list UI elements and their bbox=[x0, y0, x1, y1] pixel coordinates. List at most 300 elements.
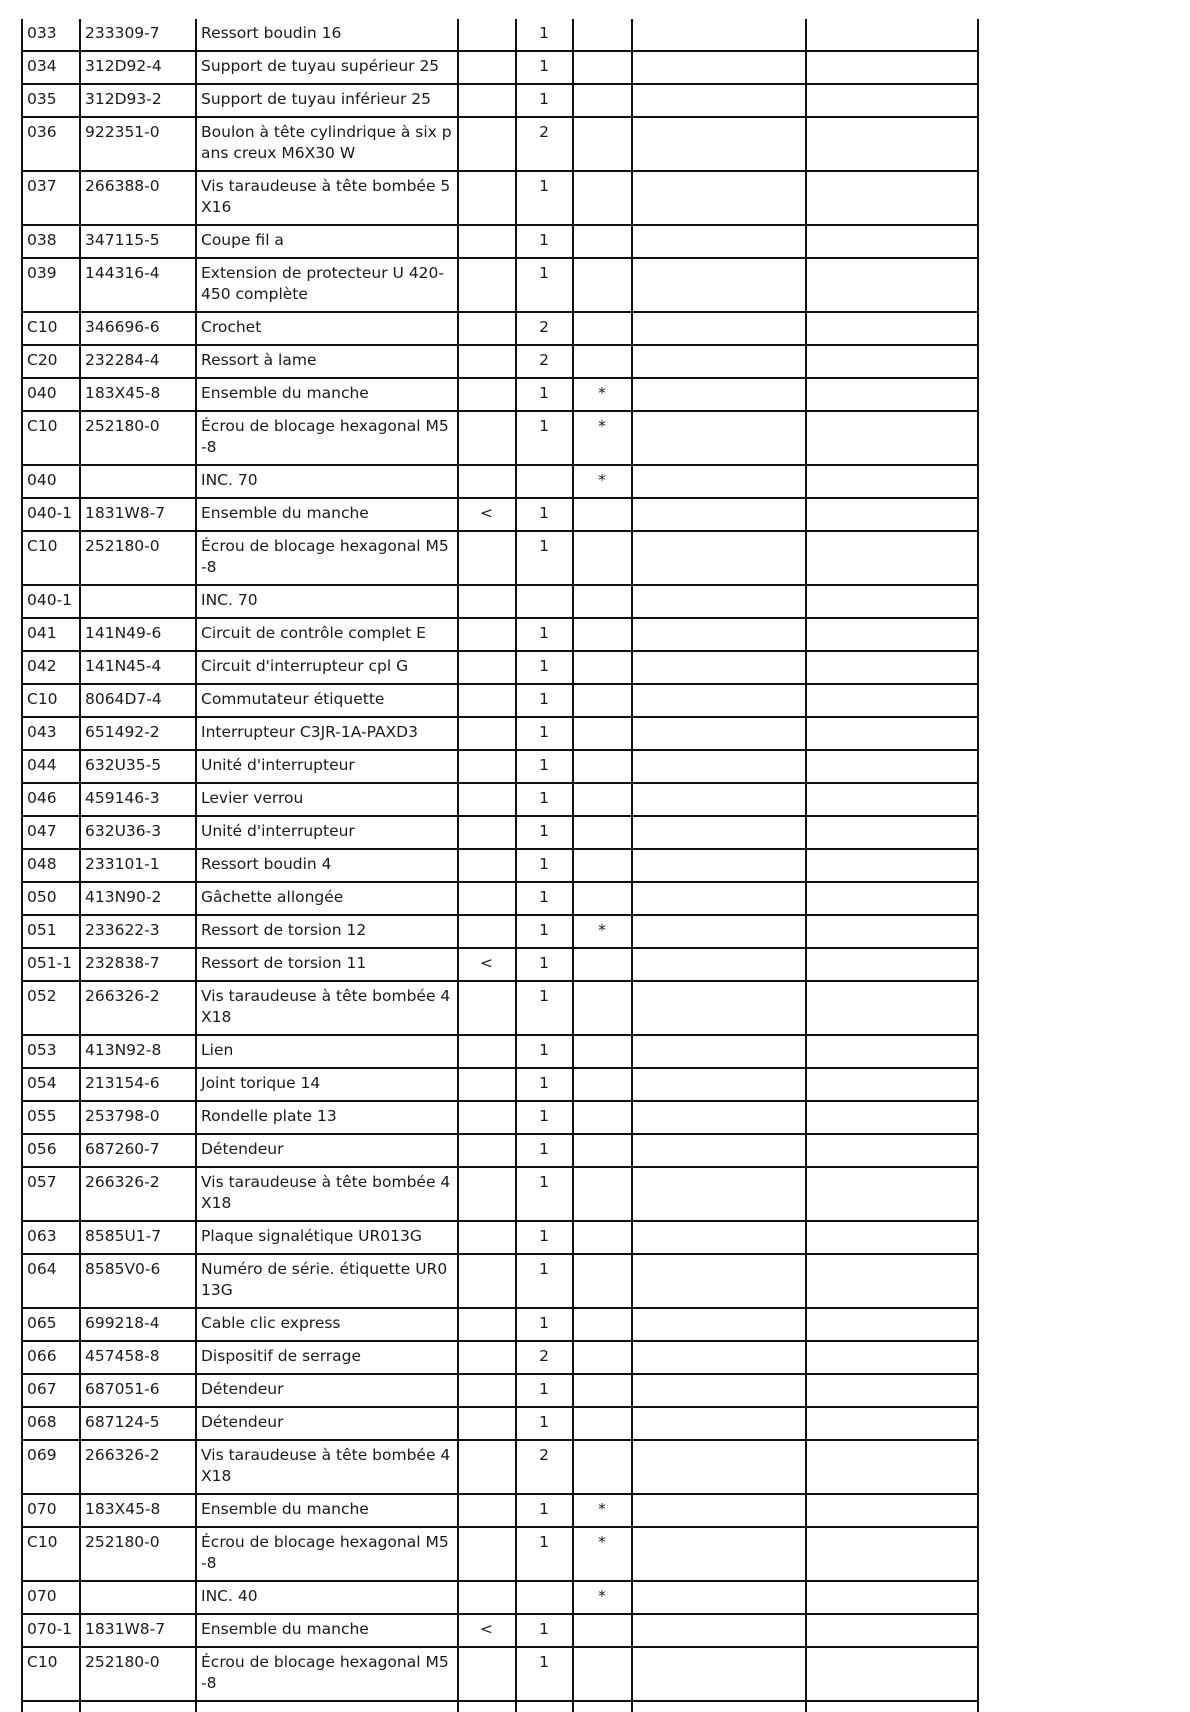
change-marker-cell bbox=[458, 981, 516, 1035]
blank-cell bbox=[632, 345, 806, 378]
description-cell: Ressort boudin 16 bbox=[196, 19, 458, 51]
description-cell: Ensemble du manche bbox=[196, 1614, 458, 1647]
change-marker-cell bbox=[458, 750, 516, 783]
note-marker-cell bbox=[573, 258, 632, 312]
note-marker-cell bbox=[573, 1035, 632, 1068]
table-row bbox=[22, 465, 978, 498]
description-cell: Vis taraudeuse à tête bombée 4X18 bbox=[196, 1167, 458, 1221]
blank-cell bbox=[632, 1701, 806, 1712]
item-number-cell: C10 bbox=[22, 411, 80, 465]
quantity-cell: 1 bbox=[516, 1494, 573, 1527]
change-marker-cell bbox=[458, 258, 516, 312]
blank-cell bbox=[632, 948, 806, 981]
change-marker-cell bbox=[458, 1581, 516, 1614]
blank-cell bbox=[632, 51, 806, 84]
part-number-cell: 632U36-3 bbox=[80, 816, 196, 849]
item-number-cell: 057 bbox=[22, 1167, 80, 1221]
part-number-cell: 183X45-8 bbox=[80, 1494, 196, 1527]
item-number-cell: 035 bbox=[22, 84, 80, 117]
table-row bbox=[22, 1527, 978, 1581]
part-number-cell: 632U35-5 bbox=[80, 750, 196, 783]
part-number-cell: 459146-3 bbox=[80, 783, 196, 816]
change-marker-cell bbox=[458, 816, 516, 849]
item-number-cell: C10 bbox=[22, 1647, 80, 1701]
blank-cell bbox=[806, 618, 978, 651]
blank-cell bbox=[632, 1035, 806, 1068]
blank-cell bbox=[806, 1494, 978, 1527]
description-cell: Joint torique 14 bbox=[196, 1068, 458, 1101]
item-number-cell: 067 bbox=[22, 1374, 80, 1407]
note-marker-cell bbox=[573, 1440, 632, 1494]
blank-cell bbox=[632, 1341, 806, 1374]
note-marker-cell bbox=[573, 1647, 632, 1701]
note-marker-cell: * bbox=[573, 411, 632, 465]
quantity-cell: 1 bbox=[516, 378, 573, 411]
item-number-cell: 070 bbox=[22, 1494, 80, 1527]
part-number-cell: 141N45-4 bbox=[80, 651, 196, 684]
note-marker-cell bbox=[573, 1221, 632, 1254]
blank-cell bbox=[806, 1374, 978, 1407]
blank-cell bbox=[632, 19, 806, 51]
part-number-cell: 233622-3 bbox=[80, 915, 196, 948]
blank-cell bbox=[806, 19, 978, 51]
table-row bbox=[22, 411, 978, 465]
blank-cell bbox=[806, 651, 978, 684]
blank-cell bbox=[632, 1440, 806, 1494]
part-number-cell: 266326-2 bbox=[80, 1167, 196, 1221]
blank-cell bbox=[632, 618, 806, 651]
blank-cell bbox=[806, 1701, 978, 1712]
part-number-cell: 346696-6 bbox=[80, 312, 196, 345]
part-number-cell: 312D92-4 bbox=[80, 51, 196, 84]
part-number-cell: 232838-7 bbox=[80, 948, 196, 981]
quantity-cell: 1 bbox=[516, 225, 573, 258]
blank-cell bbox=[632, 585, 806, 618]
part-number-cell: 252180-0 bbox=[80, 411, 196, 465]
change-marker-cell bbox=[458, 1527, 516, 1581]
item-number-cell: 046 bbox=[22, 783, 80, 816]
quantity-cell: 2 bbox=[516, 117, 573, 171]
blank-cell bbox=[806, 312, 978, 345]
change-marker-cell bbox=[458, 618, 516, 651]
item-number-cell: C10 bbox=[22, 1527, 80, 1581]
note-marker-cell bbox=[573, 1341, 632, 1374]
description-cell: Circuit de contrôle complet E bbox=[196, 618, 458, 651]
blank-cell bbox=[806, 84, 978, 117]
description-cell: Ressort à lame bbox=[196, 345, 458, 378]
description-cell: Écrou de blocage hexagonal M5-8 bbox=[196, 1647, 458, 1701]
description-cell: Détendeur bbox=[196, 1374, 458, 1407]
blank-cell bbox=[806, 849, 978, 882]
change-marker-cell bbox=[458, 1647, 516, 1701]
blank-cell bbox=[632, 1527, 806, 1581]
note-marker-cell bbox=[573, 717, 632, 750]
change-marker-cell bbox=[458, 225, 516, 258]
item-number-cell: 040-1 bbox=[22, 585, 80, 618]
blank-cell bbox=[632, 1068, 806, 1101]
description-cell: Ensemble du manche bbox=[196, 378, 458, 411]
note-marker-cell: * bbox=[573, 1581, 632, 1614]
item-number-cell: 052 bbox=[22, 981, 80, 1035]
table-row bbox=[22, 981, 978, 1035]
blank-cell bbox=[806, 684, 978, 717]
note-marker-cell: * bbox=[573, 1494, 632, 1527]
blank-cell bbox=[806, 117, 978, 171]
item-number-cell: 040-1 bbox=[22, 498, 80, 531]
note-marker-cell bbox=[573, 882, 632, 915]
description-cell: Lien bbox=[196, 1035, 458, 1068]
table-row bbox=[22, 585, 978, 618]
description-cell: Ensemble du manche bbox=[196, 498, 458, 531]
item-number-cell: 051-1 bbox=[22, 948, 80, 981]
description-cell: Boulon à tête cylindrique à six pans creux M6X30 W bbox=[196, 117, 458, 171]
note-marker-cell bbox=[573, 498, 632, 531]
blank-cell bbox=[806, 1101, 978, 1134]
table-row bbox=[22, 225, 978, 258]
quantity-cell: 1 bbox=[516, 618, 573, 651]
quantity-cell: 2 bbox=[516, 345, 573, 378]
note-marker-cell bbox=[573, 684, 632, 717]
change-marker-cell bbox=[458, 1221, 516, 1254]
blank-cell bbox=[573, 1701, 632, 1712]
quantity-cell: 1 bbox=[516, 1035, 573, 1068]
blank-cell bbox=[806, 531, 978, 585]
description-cell: Ressort boudin 4 bbox=[196, 849, 458, 882]
note-marker-cell bbox=[573, 1407, 632, 1440]
note-marker-cell: * bbox=[573, 378, 632, 411]
blank-cell bbox=[806, 378, 978, 411]
item-number-cell: 040 bbox=[22, 378, 80, 411]
blank-cell bbox=[806, 345, 978, 378]
blank-cell bbox=[632, 258, 806, 312]
blank-cell bbox=[196, 1701, 458, 1712]
table-row bbox=[22, 1581, 978, 1614]
blank-cell bbox=[806, 585, 978, 618]
note-marker-cell bbox=[573, 1374, 632, 1407]
change-marker-cell bbox=[458, 849, 516, 882]
quantity-cell: 1 bbox=[516, 948, 573, 981]
description-cell: Écrou de blocage hexagonal M5-8 bbox=[196, 1527, 458, 1581]
table-row bbox=[22, 1341, 978, 1374]
part-number-cell: 8585U1-7 bbox=[80, 1221, 196, 1254]
blank-cell bbox=[632, 1407, 806, 1440]
change-marker-cell bbox=[458, 312, 516, 345]
note-marker-cell bbox=[573, 981, 632, 1035]
description-cell: Vis taraudeuse à tête bombée 4X18 bbox=[196, 981, 458, 1035]
table-row bbox=[22, 1407, 978, 1440]
change-marker-cell bbox=[458, 84, 516, 117]
description-cell: Coupe fil a bbox=[196, 225, 458, 258]
table-row bbox=[22, 1167, 978, 1221]
part-number-cell: 687260-7 bbox=[80, 1134, 196, 1167]
item-number-cell: 064 bbox=[22, 1254, 80, 1308]
description-cell: Rondelle plate 13 bbox=[196, 1101, 458, 1134]
part-number-cell: 687124-5 bbox=[80, 1407, 196, 1440]
description-cell: INC. 40 bbox=[196, 1581, 458, 1614]
quantity-cell: 1 bbox=[516, 51, 573, 84]
blank-cell bbox=[632, 1221, 806, 1254]
note-marker-cell bbox=[573, 1167, 632, 1221]
item-number-cell: C20 bbox=[22, 345, 80, 378]
table-row bbox=[22, 531, 978, 585]
blank-cell bbox=[806, 1134, 978, 1167]
note-marker-cell bbox=[573, 750, 632, 783]
blank-cell bbox=[806, 465, 978, 498]
change-marker-cell bbox=[458, 465, 516, 498]
parts-list-page bbox=[21, 19, 979, 1712]
note-marker-cell bbox=[573, 171, 632, 225]
blank-cell bbox=[632, 1494, 806, 1527]
note-marker-cell bbox=[573, 816, 632, 849]
table-row bbox=[22, 651, 978, 684]
change-marker-cell bbox=[458, 585, 516, 618]
table-row bbox=[22, 882, 978, 915]
part-number-cell bbox=[80, 465, 196, 498]
quantity-cell: 1 bbox=[516, 171, 573, 225]
description-cell: Gâchette allongée bbox=[196, 882, 458, 915]
table-row-continuation bbox=[22, 1701, 978, 1712]
blank-cell bbox=[806, 51, 978, 84]
table-row bbox=[22, 1440, 978, 1494]
description-cell: Interrupteur C3JR-1A-PAXD3 bbox=[196, 717, 458, 750]
blank-cell bbox=[516, 1701, 573, 1712]
note-marker-cell bbox=[573, 531, 632, 585]
blank-cell bbox=[806, 1221, 978, 1254]
blank-cell bbox=[806, 1440, 978, 1494]
change-marker-cell bbox=[458, 915, 516, 948]
item-number-cell: 068 bbox=[22, 1407, 80, 1440]
table-row bbox=[22, 1614, 978, 1647]
blank-cell bbox=[632, 531, 806, 585]
change-marker-cell bbox=[458, 19, 516, 51]
item-number-cell: 036 bbox=[22, 117, 80, 171]
change-marker-cell bbox=[458, 51, 516, 84]
quantity-cell: 2 bbox=[516, 1341, 573, 1374]
part-number-cell: 687051-6 bbox=[80, 1374, 196, 1407]
change-marker-cell bbox=[458, 1374, 516, 1407]
quantity-cell: 1 bbox=[516, 981, 573, 1035]
description-cell: Écrou de blocage hexagonal M5-8 bbox=[196, 531, 458, 585]
quantity-cell: 1 bbox=[516, 84, 573, 117]
part-number-cell: 266326-2 bbox=[80, 981, 196, 1035]
blank-cell bbox=[806, 498, 978, 531]
item-number-cell: 040 bbox=[22, 465, 80, 498]
quantity-cell bbox=[516, 465, 573, 498]
quantity-cell: 1 bbox=[516, 19, 573, 51]
change-marker-cell bbox=[458, 1101, 516, 1134]
quantity-cell: 1 bbox=[516, 1407, 573, 1440]
part-number-cell: 1831W8-7 bbox=[80, 1614, 196, 1647]
blank-cell bbox=[632, 1581, 806, 1614]
part-number-cell: 651492-2 bbox=[80, 717, 196, 750]
change-marker-cell bbox=[458, 1407, 516, 1440]
blank-cell bbox=[632, 378, 806, 411]
note-marker-cell: * bbox=[573, 465, 632, 498]
blank-cell bbox=[632, 915, 806, 948]
note-marker-cell bbox=[573, 225, 632, 258]
quantity-cell: 1 bbox=[516, 1221, 573, 1254]
blank-cell bbox=[632, 225, 806, 258]
quantity-cell bbox=[516, 1581, 573, 1614]
table-row bbox=[22, 915, 978, 948]
blank-cell bbox=[806, 258, 978, 312]
blank-cell bbox=[632, 312, 806, 345]
quantity-cell: 2 bbox=[516, 312, 573, 345]
blank-cell bbox=[632, 717, 806, 750]
blank-cell bbox=[806, 225, 978, 258]
part-number-cell: 266326-2 bbox=[80, 1440, 196, 1494]
table-row bbox=[22, 750, 978, 783]
table-row bbox=[22, 1035, 978, 1068]
part-number-cell: 252180-0 bbox=[80, 531, 196, 585]
item-number-cell: 053 bbox=[22, 1035, 80, 1068]
blank-cell bbox=[632, 117, 806, 171]
change-marker-cell bbox=[458, 684, 516, 717]
note-marker-cell bbox=[573, 948, 632, 981]
table-row bbox=[22, 684, 978, 717]
change-marker-cell bbox=[458, 531, 516, 585]
part-number-cell: 233309-7 bbox=[80, 19, 196, 51]
blank-cell bbox=[806, 915, 978, 948]
description-cell: Unité d'interrupteur bbox=[196, 750, 458, 783]
blank-cell bbox=[632, 1647, 806, 1701]
quantity-cell: 1 bbox=[516, 1254, 573, 1308]
note-marker-cell bbox=[573, 585, 632, 618]
quantity-cell: 1 bbox=[516, 717, 573, 750]
part-number-cell: 253798-0 bbox=[80, 1101, 196, 1134]
item-number-cell: 066 bbox=[22, 1341, 80, 1374]
table-row bbox=[22, 1374, 978, 1407]
table-row bbox=[22, 1134, 978, 1167]
part-number-cell: 1831W8-7 bbox=[80, 498, 196, 531]
description-cell: Vis taraudeuse à tête bombée 4X18 bbox=[196, 1440, 458, 1494]
item-number-cell: 037 bbox=[22, 171, 80, 225]
part-number-cell: 312D93-2 bbox=[80, 84, 196, 117]
description-cell: INC. 70 bbox=[196, 585, 458, 618]
item-number-cell: C10 bbox=[22, 531, 80, 585]
note-marker-cell: * bbox=[573, 1527, 632, 1581]
item-number-cell: 051 bbox=[22, 915, 80, 948]
note-marker-cell bbox=[573, 651, 632, 684]
description-cell: Unité d'interrupteur bbox=[196, 816, 458, 849]
quantity-cell: 1 bbox=[516, 882, 573, 915]
blank-cell bbox=[632, 465, 806, 498]
note-marker-cell bbox=[573, 618, 632, 651]
item-number-cell: 070-1 bbox=[22, 1614, 80, 1647]
item-number-cell: 044 bbox=[22, 750, 80, 783]
item-number-cell: 041 bbox=[22, 618, 80, 651]
change-marker-cell bbox=[458, 651, 516, 684]
quantity-cell: 1 bbox=[516, 816, 573, 849]
quantity-cell: 1 bbox=[516, 1647, 573, 1701]
table-row bbox=[22, 258, 978, 312]
table-row bbox=[22, 717, 978, 750]
change-marker-cell bbox=[458, 1494, 516, 1527]
description-cell: Cable clic express bbox=[196, 1308, 458, 1341]
quantity-cell: 1 bbox=[516, 849, 573, 882]
part-number-cell: 144316-4 bbox=[80, 258, 196, 312]
quantity-cell bbox=[516, 585, 573, 618]
description-cell: Circuit d'interrupteur cpl G bbox=[196, 651, 458, 684]
part-number-cell: 457458-8 bbox=[80, 1341, 196, 1374]
note-marker-cell bbox=[573, 1134, 632, 1167]
table-row bbox=[22, 1494, 978, 1527]
note-marker-cell bbox=[573, 1308, 632, 1341]
item-number-cell: C10 bbox=[22, 312, 80, 345]
change-marker-cell bbox=[458, 1068, 516, 1101]
description-cell: Levier verrou bbox=[196, 783, 458, 816]
quantity-cell: 1 bbox=[516, 1308, 573, 1341]
part-number-cell: 266388-0 bbox=[80, 171, 196, 225]
blank-cell bbox=[632, 1614, 806, 1647]
description-cell: Écrou de blocage hexagonal M5-8 bbox=[196, 411, 458, 465]
item-number-cell: 056 bbox=[22, 1134, 80, 1167]
description-cell: Support de tuyau supérieur 25 bbox=[196, 51, 458, 84]
description-cell: Dispositif de serrage bbox=[196, 1341, 458, 1374]
blank-cell bbox=[632, 171, 806, 225]
blank-cell bbox=[806, 882, 978, 915]
quantity-cell: 1 bbox=[516, 783, 573, 816]
quantity-cell: 1 bbox=[516, 258, 573, 312]
table-row bbox=[22, 816, 978, 849]
parts-table bbox=[21, 19, 979, 1712]
blank-cell bbox=[806, 1341, 978, 1374]
change-marker-cell bbox=[458, 1167, 516, 1221]
table-row bbox=[22, 84, 978, 117]
quantity-cell: 1 bbox=[516, 1614, 573, 1647]
table-row bbox=[22, 849, 978, 882]
description-cell: Ressort de torsion 12 bbox=[196, 915, 458, 948]
table-row bbox=[22, 783, 978, 816]
note-marker-cell bbox=[573, 1254, 632, 1308]
table-row bbox=[22, 498, 978, 531]
part-number-cell: 922351-0 bbox=[80, 117, 196, 171]
blank-cell bbox=[632, 816, 806, 849]
note-marker-cell bbox=[573, 345, 632, 378]
blank-cell bbox=[632, 1308, 806, 1341]
note-marker-cell bbox=[573, 783, 632, 816]
part-number-cell: 233101-1 bbox=[80, 849, 196, 882]
table-row bbox=[22, 312, 978, 345]
table-row bbox=[22, 1068, 978, 1101]
table-row bbox=[22, 19, 978, 51]
quantity-cell: 1 bbox=[516, 1101, 573, 1134]
note-marker-cell bbox=[573, 51, 632, 84]
part-number-cell: 699218-4 bbox=[80, 1308, 196, 1341]
change-marker-cell bbox=[458, 1341, 516, 1374]
part-number-cell bbox=[80, 585, 196, 618]
table-row bbox=[22, 1221, 978, 1254]
blank-cell bbox=[80, 1701, 196, 1712]
blank-cell bbox=[806, 1035, 978, 1068]
item-number-cell: 065 bbox=[22, 1308, 80, 1341]
part-number-cell: 141N49-6 bbox=[80, 618, 196, 651]
change-marker-cell bbox=[458, 717, 516, 750]
change-marker-cell bbox=[458, 1035, 516, 1068]
parts-table-body bbox=[22, 19, 978, 1712]
blank-cell bbox=[632, 651, 806, 684]
blank-cell bbox=[632, 498, 806, 531]
item-number-cell: C10 bbox=[22, 684, 80, 717]
blank-cell bbox=[806, 1407, 978, 1440]
description-cell: Numéro de série. étiquette UR013G bbox=[196, 1254, 458, 1308]
blank-cell bbox=[806, 1614, 978, 1647]
blank-cell bbox=[632, 1254, 806, 1308]
part-number-cell: 8585V0-6 bbox=[80, 1254, 196, 1308]
note-marker-cell bbox=[573, 312, 632, 345]
note-marker-cell bbox=[573, 1068, 632, 1101]
quantity-cell: 1 bbox=[516, 498, 573, 531]
